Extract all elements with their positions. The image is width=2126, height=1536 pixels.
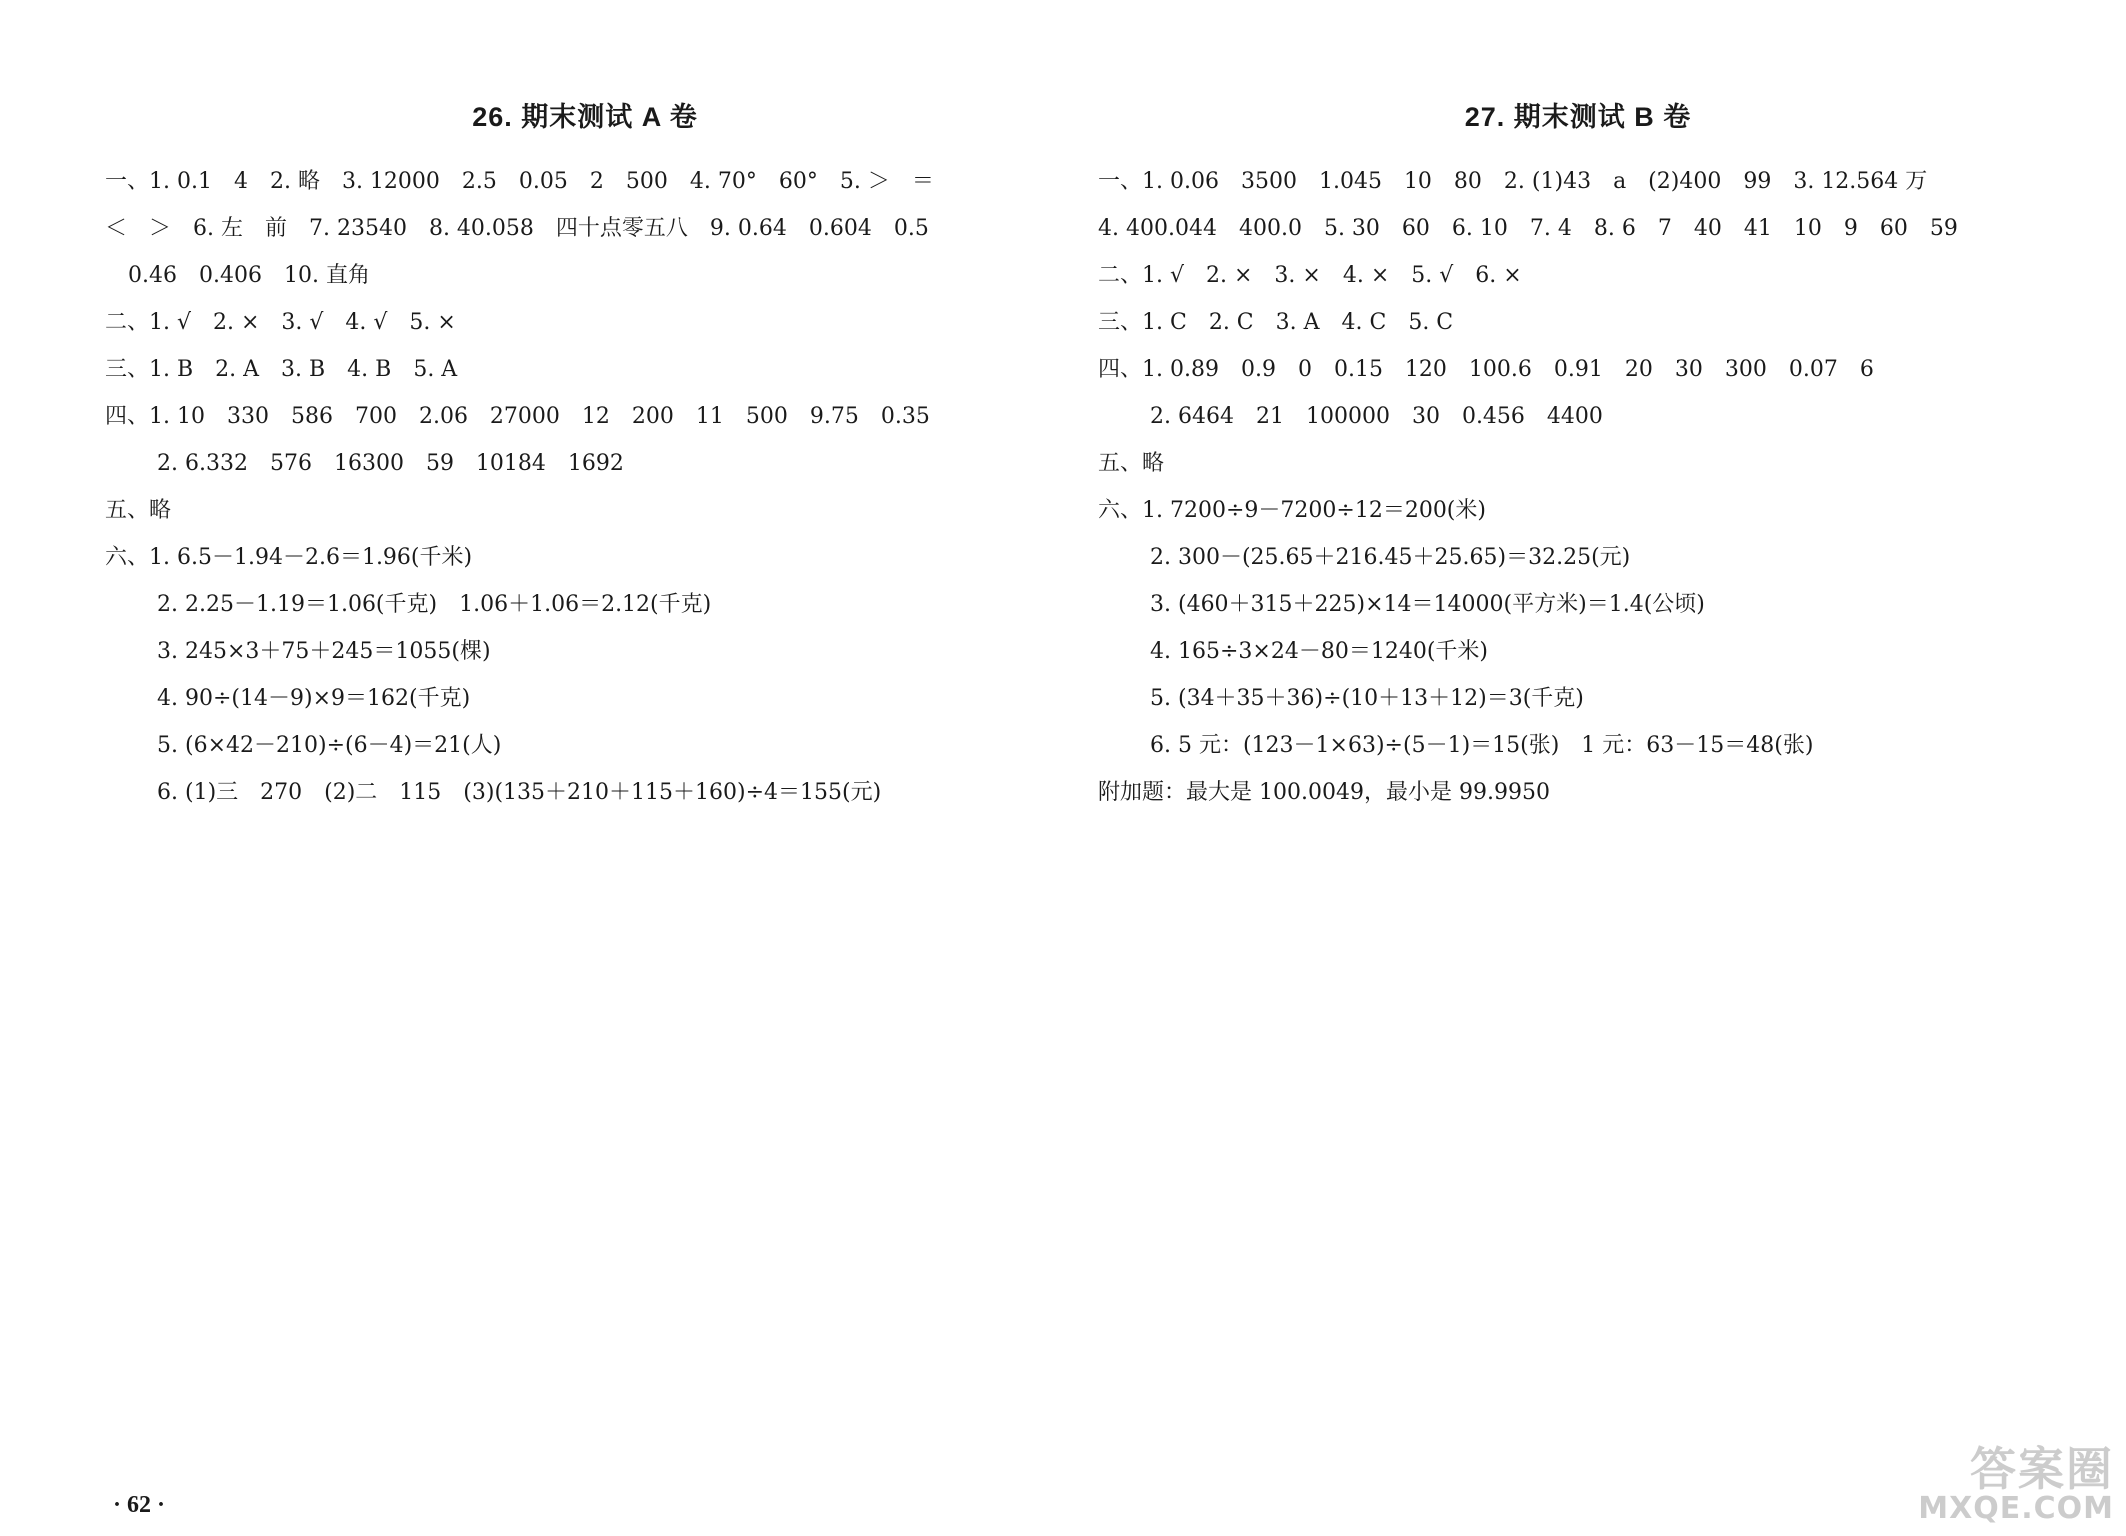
answer-line: 附加题：最大是 100.0049，最小是 99.9950	[1098, 780, 1550, 805]
answer-line: ＜ ＞ 6. 左 前 7. 23540 8. 40.058 四十点零五八 9. 0.64 0.604 0.5	[105, 216, 929, 241]
answer-line: 五、略	[105, 498, 172, 523]
section-title: 27. 期末测试 B 卷	[1464, 102, 1692, 132]
answer-line: 一、1. 0.06 3500 1.045 10 80 2. (1)43 a (2)400 99 3. 12.564 万	[1098, 169, 1928, 194]
answer-line: 5. (34＋35＋36)÷(10＋13＋12)＝3(千克)	[1150, 686, 1584, 711]
answer-line: 六、1. 7200÷9－7200÷12＝200(米)	[1098, 498, 1486, 523]
answer-line: 3. (460＋315＋225)×14＝14000(平方米)＝1.4(公顷)	[1150, 592, 1705, 617]
answer-line: 六、1. 6.5－1.94－2.6＝1.96(千米)	[105, 545, 473, 570]
answer-line: 三、1. B 2. A 3. B 4. B 5. A	[105, 357, 458, 382]
watermark-cn: 答案圈	[1970, 1442, 2114, 1496]
answer-line: 4. 90÷(14－9)×9＝162(千克)	[157, 686, 471, 711]
answer-line: 2. 6.332 576 16300 59 10184 1692	[157, 451, 624, 476]
answer-line: 一、1. 0.1 4 2. 略 3. 12000 2.5 0.05 2 500 4. 70° 60° 5. ＞ ＝	[105, 169, 934, 194]
page-number: · 62 ·	[113, 1492, 166, 1518]
answer-line: 3. 245×3＋75＋245＝1055(棵)	[157, 639, 491, 664]
answer-line: 5. (6×42－210)÷(6－4)＝21(人)	[157, 733, 502, 758]
answer-line: 二、1. √ 2. × 3. × 4. × 5. √ 6. ×	[1098, 263, 1522, 288]
answer-line: 6. 5 元：(123－1×63)÷(5－1)＝15(张) 1 元：63－15＝48(张)	[1150, 733, 1814, 758]
answer-line: 0.46 0.406 10. 直角	[128, 263, 370, 288]
answer-section-b	[1098, 0, 2058, 1536]
answer-line: 4. 400.044 400.0 5. 30 60 6. 10 7. 4 8. 6 7 40 41 10 9 60 59	[1098, 216, 1958, 241]
watermark-en: MXQE.COM	[1918, 1491, 2114, 1526]
answer-line: 三、1. C 2. C 3. A 4. C 5. C	[1098, 310, 1454, 335]
answer-line: 4. 165÷3×24－80＝1240(千米)	[1150, 639, 1488, 664]
answer-section-a	[105, 0, 1065, 1536]
answer-line: 2. 300－(25.65＋216.45＋25.65)＝32.25(元)	[1150, 545, 1631, 570]
answer-line: 五、略	[1098, 451, 1165, 476]
section-title: 26. 期末测试 A 卷	[472, 102, 698, 132]
answer-line: 2. 6464 21 100000 30 0.456 4400	[1150, 404, 1603, 429]
answer-line: 2. 2.25－1.19＝1.06(千克) 1.06＋1.06＝2.12(千克)	[157, 592, 712, 617]
answer-line: 四、1. 0.89 0.9 0 0.15 120 100.6 0.91 20 30 300 0.07 6	[1098, 357, 1874, 382]
answer-line: 四、1. 10 330 586 700 2.06 27000 12 200 11 500 9.75 0.35	[105, 404, 930, 429]
answer-line: 6. (1)三 270 (2)二 115 (3)(135＋210＋115＋160)÷4＝155(元)	[157, 780, 882, 805]
answer-line: 二、1. √ 2. × 3. √ 4. √ 5. ×	[105, 310, 456, 335]
watermark-logo	[1874, 1433, 2114, 1528]
